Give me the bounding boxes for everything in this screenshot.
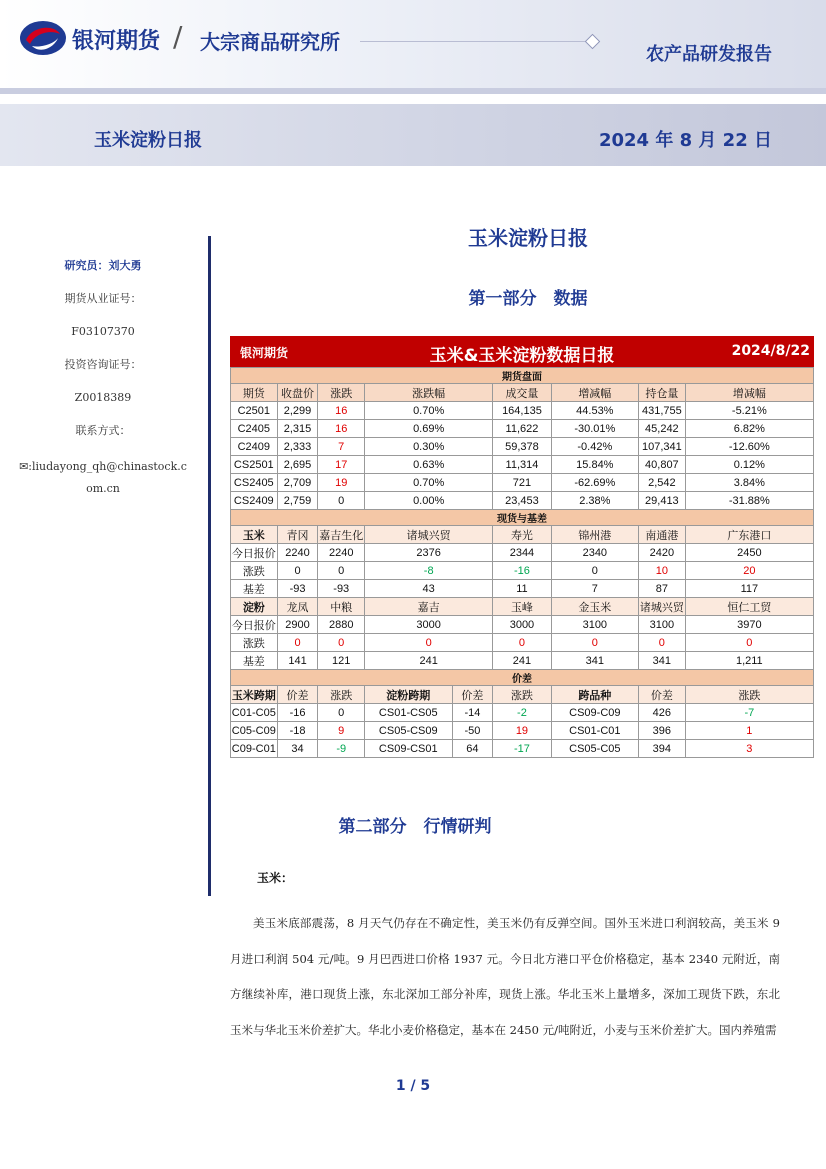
table-cell: 0.12% (685, 456, 813, 474)
table-cell: 0 (639, 634, 686, 652)
table-row (231, 492, 814, 510)
table-cell: 价差 (231, 670, 814, 686)
table-cell: C2501 (231, 402, 278, 420)
data-table (230, 336, 814, 758)
license-label: 期货从业证号： (64, 292, 142, 305)
table-cell: 394 (639, 740, 686, 758)
table-cell: 341 (551, 652, 638, 670)
table-cell: 金玉米 (551, 598, 638, 616)
table-cell: CS01-C01 (551, 722, 638, 740)
table-cell: C2405 (231, 420, 278, 438)
table-cell: 0 (551, 634, 638, 652)
table-logo: 银河期货 (240, 346, 289, 360)
part2-heading: 第二部分 行情研判 (338, 817, 492, 837)
table-cell: 29,413 (639, 492, 686, 510)
table-cell: 玉峰 (493, 598, 551, 616)
table-row (231, 544, 814, 562)
table-row (231, 420, 814, 438)
table-cell: 持仓量 (639, 384, 686, 402)
table-cell: 价差 (639, 686, 686, 704)
table-header-row (231, 686, 814, 704)
table-date: 2024/8/22 (731, 343, 810, 359)
section-row (231, 510, 814, 526)
table-cell: 0 (318, 562, 365, 580)
table-cell: 寿光 (493, 526, 551, 544)
table-cell: 23,453 (493, 492, 551, 510)
report-date: 2024 年 8 月 22 日 (598, 130, 772, 151)
document-title: 玉米淀粉日报 (468, 226, 588, 250)
table-cell: 现货与基差 (231, 510, 814, 526)
table-cell: 淀粉跨期 (365, 686, 452, 704)
table-cell: 2,542 (639, 474, 686, 492)
table-row (231, 562, 814, 580)
license-number: F03107370 (71, 325, 135, 338)
table-cell: 45,242 (639, 420, 686, 438)
table-cell: 87 (639, 580, 686, 598)
table-cell: 0.63% (365, 456, 493, 474)
table-cell: 南通港 (639, 526, 686, 544)
table-cell: 426 (639, 704, 686, 722)
table-cell: -9 (318, 740, 365, 758)
table-cell: 涨跌 (685, 686, 813, 704)
table-cell: 2900 (277, 616, 318, 634)
table-cell: 1 (685, 722, 813, 740)
table-cell: 15.84% (551, 456, 638, 474)
table-cell: -0.42% (551, 438, 638, 456)
table-cell: 0.70% (365, 474, 493, 492)
table-cell: 今日报价 (231, 616, 278, 634)
table-cell: 基差 (231, 580, 278, 598)
table-cell: C09-C01 (231, 740, 278, 758)
table-cell: -62.69% (551, 474, 638, 492)
table-cell: -93 (277, 580, 318, 598)
section-row (231, 670, 814, 686)
page-number: 1 / 5 (395, 1078, 431, 1094)
table-cell: 0.00% (365, 492, 493, 510)
table-cell: 3 (685, 740, 813, 758)
table-cell: 3100 (551, 616, 638, 634)
table-cell: CS05-C05 (551, 740, 638, 758)
table-cell: -7 (685, 704, 813, 722)
table-cell: 0 (365, 634, 493, 652)
table-cell: CS01-CS05 (365, 704, 452, 722)
table-cell: CS2409 (231, 492, 278, 510)
table-cell: 2.38% (551, 492, 638, 510)
table-cell: -12.60% (685, 438, 813, 456)
table-cell: 2340 (551, 544, 638, 562)
table-cell: 20 (685, 562, 813, 580)
report-subtitle: 玉米淀粉日报 (94, 130, 202, 151)
table-cell: 广东港口 (685, 526, 813, 544)
table-cell: -93 (318, 580, 365, 598)
table-cell: 11 (493, 580, 551, 598)
table-cell: 17 (318, 456, 365, 474)
table-cell: 0 (551, 562, 638, 580)
table-cell: 19 (493, 722, 551, 740)
table-cell: -5.21% (685, 402, 813, 420)
table-cell: 2240 (318, 544, 365, 562)
table-cell: 价差 (277, 686, 318, 704)
consult-number: Z0018389 (74, 391, 132, 404)
table-cell: 10 (639, 562, 686, 580)
table-row (231, 580, 814, 598)
table-title: 玉米&玉米淀粉数据日报 (429, 346, 615, 366)
table-cell: 成交量 (493, 384, 551, 402)
table-cell: 1,211 (685, 652, 813, 670)
section-row (231, 368, 814, 384)
table-cell: 11,314 (493, 456, 551, 474)
part1-heading: 第一部分 数据 (468, 289, 588, 309)
analysis-paragraph: 美玉米底部震荡，8 月天气仍存在不确定性，美玉米仍有反弹空间。国外玉米进口利润较高，美玉米 9 月进口利润 504 元/吨。9 月巴西进口价格 1937 元。今日北方港口平仓价格稳定，基本 2340 元附近，南方继续补库，港口现货上涨，东北深加工部分补库，现货上涨。华北玉米上量增多，深加工现货下跌，东北玉米与华北玉米价差扩大。华北小麦价格稳定，基本在 2450 元/吨附近，小麦与玉米价差扩大。国内养殖需 (230, 916, 780, 1037)
table-cell: 2,695 (277, 456, 318, 474)
brand-separator: / (173, 20, 183, 53)
table-cell: 117 (685, 580, 813, 598)
contact-email[interactable]: ✉:liudayong_qh@chinastock.com.cn (19, 460, 187, 495)
table-cell: -16 (493, 562, 551, 580)
table-cell: 恒仁工贸 (685, 598, 813, 616)
table-cell: 0 (318, 492, 365, 510)
researcher-name: 研究员：刘大勇 (64, 259, 142, 272)
table-cell: 玉米 (231, 526, 278, 544)
table-cell: 7 (318, 438, 365, 456)
table-header-row (231, 526, 814, 544)
report-type: 农产品研发报告 (646, 44, 772, 65)
table-cell: C2409 (231, 438, 278, 456)
table-cell: 2,315 (277, 420, 318, 438)
table-cell: 0.30% (365, 438, 493, 456)
table-cell: 2,709 (277, 474, 318, 492)
table-cell: C01-C05 (231, 704, 278, 722)
galaxy-logo-icon (18, 18, 68, 58)
decor-line (360, 41, 590, 42)
table-cell: 6.82% (685, 420, 813, 438)
table-row (231, 402, 814, 420)
table-cell: 涨跌 (318, 384, 365, 402)
table-cell: 431,755 (639, 402, 686, 420)
data-grid (230, 367, 814, 758)
table-cell: 锦州港 (551, 526, 638, 544)
table-cell: 64 (452, 740, 493, 758)
table-cell: 2880 (318, 616, 365, 634)
table-cell: 龙凤 (277, 598, 318, 616)
table-row (231, 616, 814, 634)
table-cell: 今日报价 (231, 544, 278, 562)
table-cell: 396 (639, 722, 686, 740)
table-cell: 跨品种 (551, 686, 638, 704)
table-row (231, 704, 814, 722)
table-cell: -30.01% (551, 420, 638, 438)
table-cell: 价差 (452, 686, 493, 704)
table-cell: CS2501 (231, 456, 278, 474)
table-cell: 2,759 (277, 492, 318, 510)
table-row (231, 634, 814, 652)
table-cell: 40,807 (639, 456, 686, 474)
table-cell: 嘉吉生化 (318, 526, 365, 544)
table-cell: 涨跌 (231, 562, 278, 580)
table-row (231, 474, 814, 492)
table-cell: 241 (365, 652, 493, 670)
table-cell: CS09-C09 (551, 704, 638, 722)
header-divider (0, 88, 826, 94)
table-cell: -2 (493, 704, 551, 722)
table-cell: 0.69% (365, 420, 493, 438)
table-cell: 44.53% (551, 402, 638, 420)
table-row (231, 438, 814, 456)
table-cell: 19 (318, 474, 365, 492)
table-cell: -18 (277, 722, 318, 740)
table-cell: 0 (685, 634, 813, 652)
table-cell: 2,299 (277, 402, 318, 420)
table-cell: 涨跌 (318, 686, 365, 704)
table-cell: 涨跌幅 (365, 384, 493, 402)
table-cell: 164,135 (493, 402, 551, 420)
sidebar-divider (208, 236, 211, 896)
table-cell: -50 (452, 722, 493, 740)
table-cell: 增减幅 (551, 384, 638, 402)
table-cell: 淀粉 (231, 598, 278, 616)
contact-label: 联系方式： (75, 424, 131, 437)
table-cell: 涨跌 (493, 686, 551, 704)
table-cell: 增减幅 (685, 384, 813, 402)
table-header-row (231, 598, 814, 616)
table-cell: 241 (493, 652, 551, 670)
table-cell: 2420 (639, 544, 686, 562)
table-cell: 2450 (685, 544, 813, 562)
institute-name: 大宗商品研究所 (200, 30, 340, 54)
table-cell: 107,341 (639, 438, 686, 456)
table-cell: 2,333 (277, 438, 318, 456)
table-cell: 34 (277, 740, 318, 758)
consult-label: 投资咨询证号： (64, 358, 142, 371)
table-cell: 3100 (639, 616, 686, 634)
table-cell: 141 (277, 652, 318, 670)
table-cell: C05-C09 (231, 722, 278, 740)
table-cell: CS09-CS01 (365, 740, 452, 758)
table-cell: 43 (365, 580, 493, 598)
table-cell: 0 (318, 704, 365, 722)
corn-label: 玉米： (257, 871, 294, 885)
table-cell: 3000 (493, 616, 551, 634)
table-cell: 收盘价 (277, 384, 318, 402)
table-cell: 59,378 (493, 438, 551, 456)
table-cell: 2376 (365, 544, 493, 562)
table-banner (230, 336, 814, 367)
table-cell: 3.84% (685, 474, 813, 492)
table-row (231, 456, 814, 474)
table-cell: 中粮 (318, 598, 365, 616)
table-cell: -17 (493, 740, 551, 758)
table-cell: 青冈 (277, 526, 318, 544)
table-cell: 341 (639, 652, 686, 670)
table-row (231, 740, 814, 758)
table-cell: 0 (493, 634, 551, 652)
table-cell: 121 (318, 652, 365, 670)
table-cell: 7 (551, 580, 638, 598)
table-cell: 9 (318, 722, 365, 740)
table-cell: 嘉吉 (365, 598, 493, 616)
table-cell: 涨跌 (231, 634, 278, 652)
table-cell: -8 (365, 562, 493, 580)
table-cell: 721 (493, 474, 551, 492)
table-cell: -16 (277, 704, 318, 722)
table-cell: 16 (318, 420, 365, 438)
table-header-row (231, 384, 814, 402)
table-cell: 玉米跨期 (231, 686, 278, 704)
table-cell: 基差 (231, 652, 278, 670)
table-row (231, 652, 814, 670)
table-cell: 16 (318, 402, 365, 420)
table-cell: 0 (277, 634, 318, 652)
table-cell: 诸城兴贸 (639, 598, 686, 616)
table-cell: 2344 (493, 544, 551, 562)
brand-name: 银河期货 (72, 29, 161, 54)
table-cell: 期货盘面 (231, 368, 814, 384)
table-cell: -31.88% (685, 492, 813, 510)
table-cell: 2240 (277, 544, 318, 562)
table-cell: 3970 (685, 616, 813, 634)
table-cell: CS05-CS09 (365, 722, 452, 740)
table-cell: 0 (318, 634, 365, 652)
table-cell: -14 (452, 704, 493, 722)
table-cell: 11,622 (493, 420, 551, 438)
table-cell: 3000 (365, 616, 493, 634)
table-cell: 0.70% (365, 402, 493, 420)
table-cell: 诸城兴贸 (365, 526, 493, 544)
author-sidebar (18, 258, 188, 517)
table-cell: 0 (277, 562, 318, 580)
table-cell: CS2405 (231, 474, 278, 492)
table-cell: 期货 (231, 384, 278, 402)
table-row (231, 722, 814, 740)
